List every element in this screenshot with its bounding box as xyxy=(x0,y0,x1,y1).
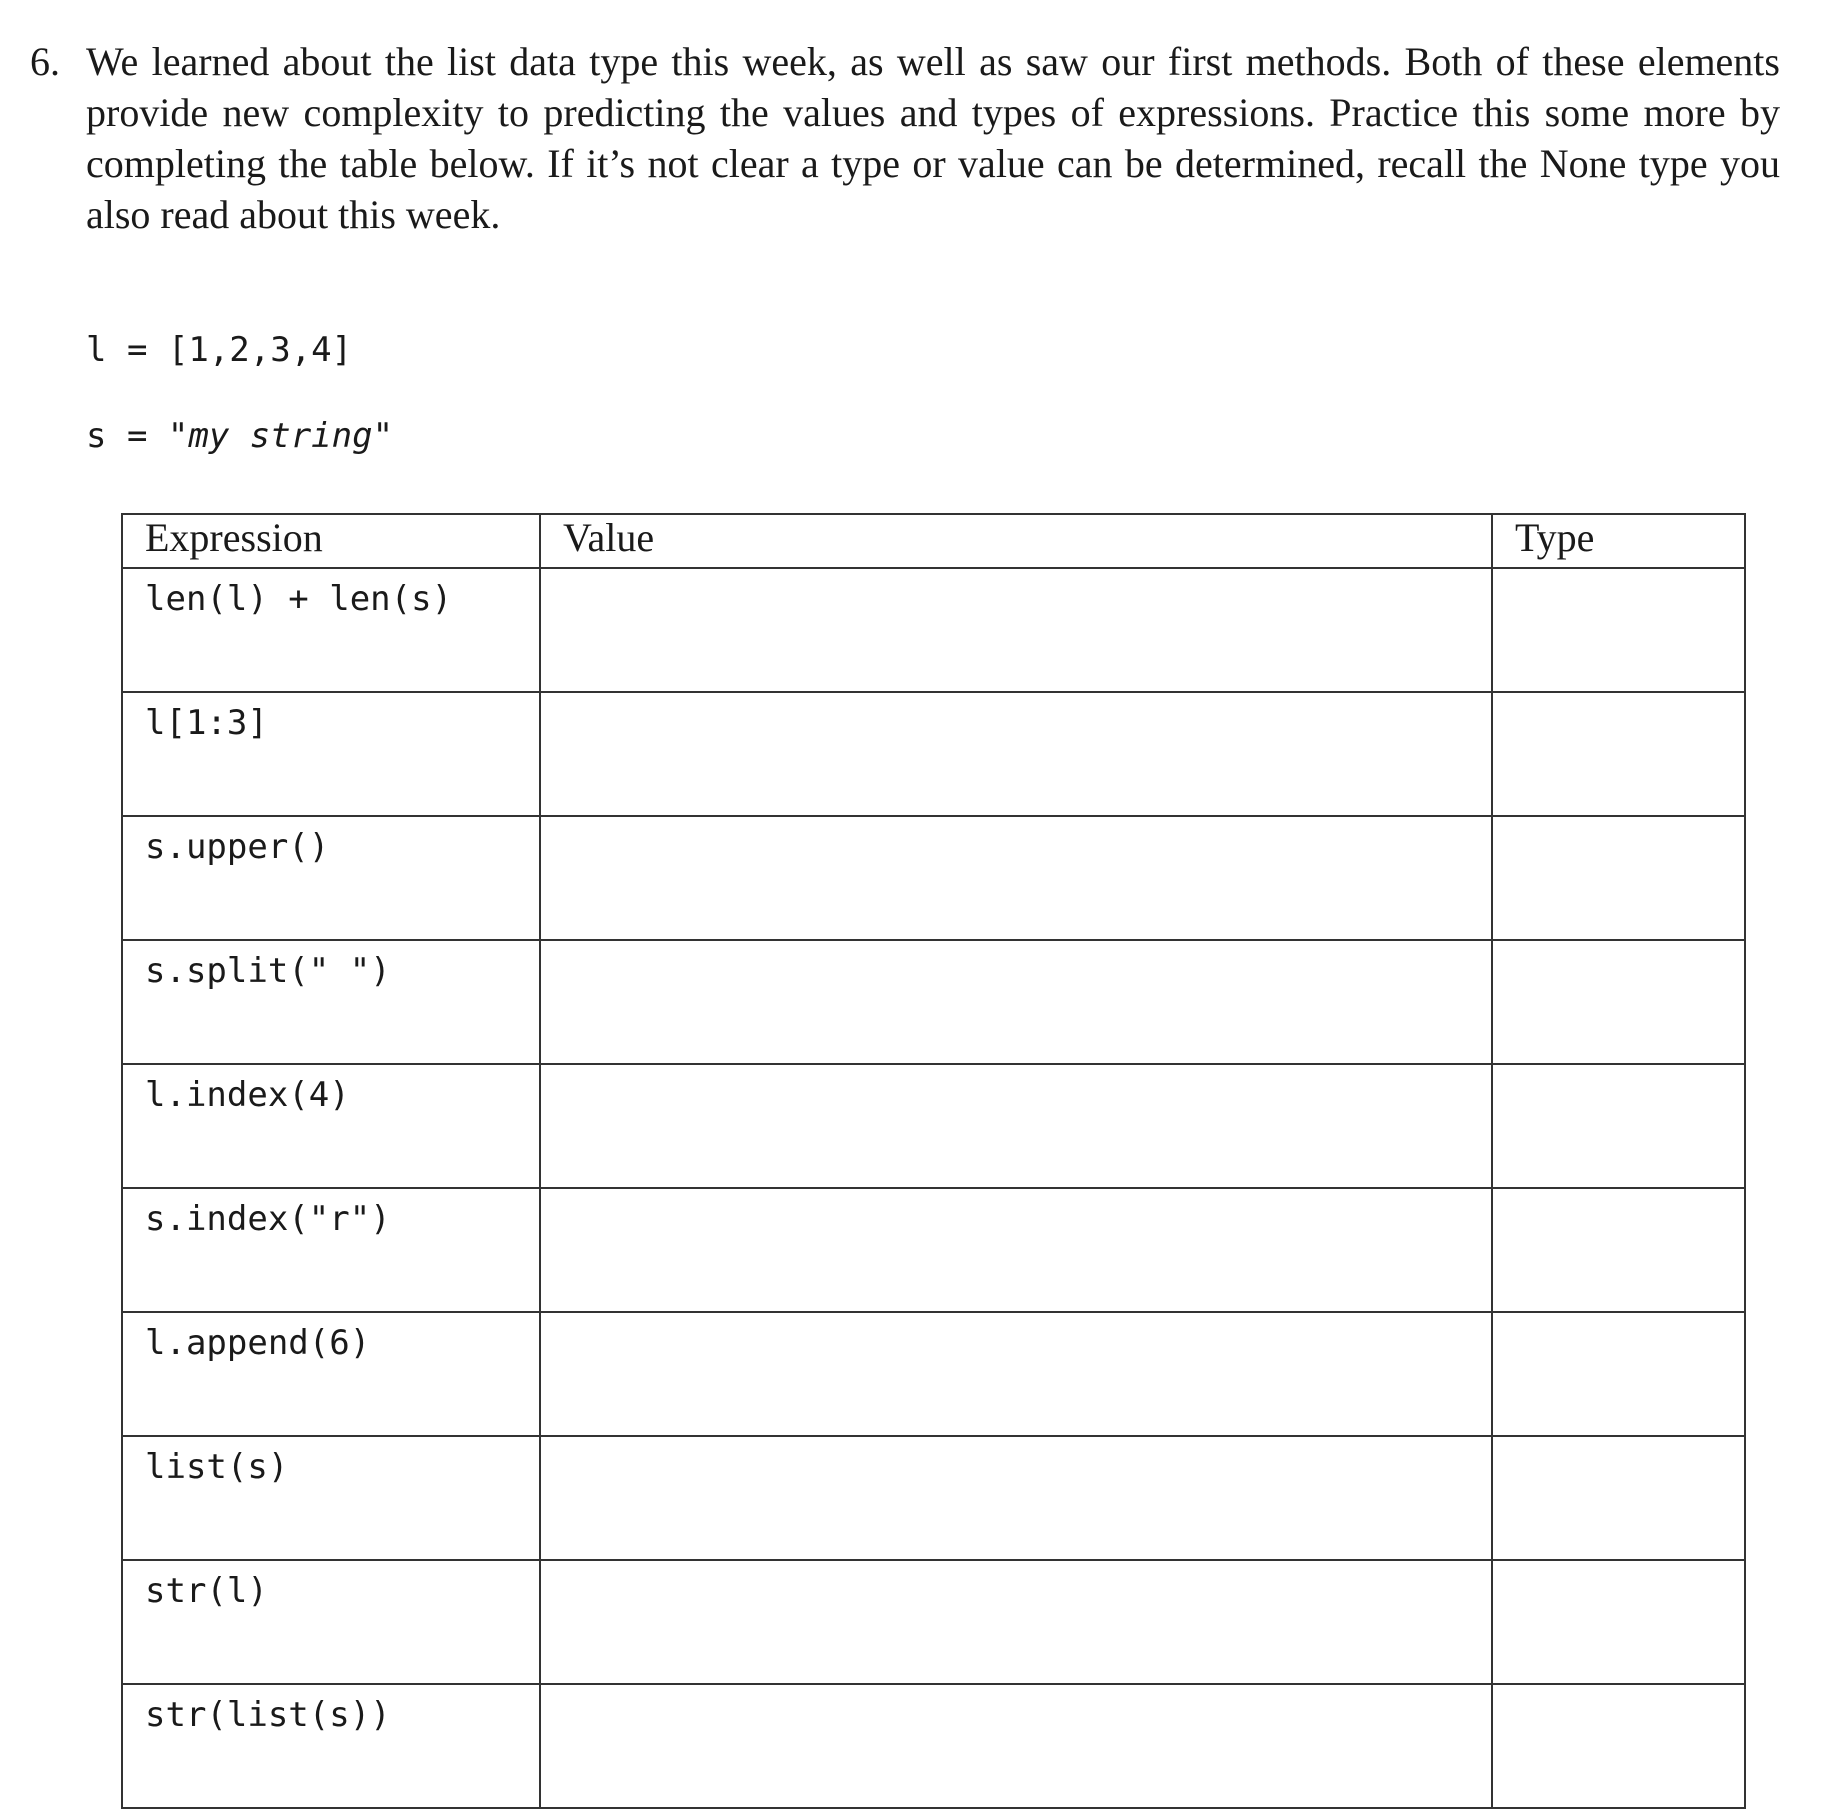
table-row xyxy=(122,940,1745,1064)
value-answer-cell[interactable] xyxy=(540,1064,1492,1188)
type-answer-cell[interactable] xyxy=(1492,1312,1745,1436)
header-value: Value xyxy=(540,514,1492,568)
value-answer-cell[interactable] xyxy=(540,1560,1492,1684)
type-answer-cell[interactable] xyxy=(1492,1064,1745,1188)
expression-cell: l[1:3] xyxy=(122,692,540,816)
table-row xyxy=(122,1560,1745,1684)
type-answer-cell[interactable] xyxy=(1492,816,1745,940)
expression-cell: s.upper() xyxy=(122,816,540,940)
value-answer-cell[interactable] xyxy=(540,1436,1492,1560)
table-row xyxy=(122,568,1745,692)
list-definition-prefix: l = xyxy=(86,330,168,370)
value-answer-cell[interactable] xyxy=(540,940,1492,1064)
question-block xyxy=(30,36,1780,240)
value-answer-cell[interactable] xyxy=(540,1312,1492,1436)
table-row xyxy=(122,1684,1745,1808)
table-row xyxy=(122,1436,1745,1560)
type-answer-cell[interactable] xyxy=(1492,1560,1745,1684)
string-definition xyxy=(86,416,393,456)
table-row xyxy=(122,816,1745,940)
type-answer-cell[interactable] xyxy=(1492,940,1745,1064)
value-answer-cell[interactable] xyxy=(540,692,1492,816)
string-definition-prefix: s = xyxy=(86,416,168,456)
header-expression: Expression xyxy=(122,514,540,568)
expression-cell: list(s) xyxy=(122,1436,540,1560)
value-answer-cell[interactable] xyxy=(540,1684,1492,1808)
value-answer-cell[interactable] xyxy=(540,816,1492,940)
list-definition xyxy=(86,330,352,370)
table-row xyxy=(122,1188,1745,1312)
expression-cell: l.index(4) xyxy=(122,1064,540,1188)
type-answer-cell[interactable] xyxy=(1492,1188,1745,1312)
expression-table xyxy=(121,513,1746,1809)
table-header-row xyxy=(122,514,1745,568)
list-definition-value: [1,2,3,4] xyxy=(167,330,353,370)
expression-cell: s.index("r") xyxy=(122,1188,540,1312)
table-row xyxy=(122,1312,1745,1436)
value-answer-cell[interactable] xyxy=(540,1188,1492,1312)
table-row xyxy=(122,692,1745,816)
expression-cell: s.split(" ") xyxy=(122,940,540,1064)
type-answer-cell[interactable] xyxy=(1492,568,1745,692)
value-answer-cell[interactable] xyxy=(540,568,1492,692)
type-answer-cell[interactable] xyxy=(1492,1436,1745,1560)
question-number: 6. xyxy=(30,39,60,84)
question-text: We learned about the list data type this week, as well as saw our first methods. Both of these elements provide new complexity to predicting the values and types of expressions. Practice this some more by completing the table below. If it’s not clear a type or value can be determined, recall the None type you also read about this week. xyxy=(86,39,1780,237)
expression-cell: len(l) + len(s) xyxy=(122,568,540,692)
type-answer-cell[interactable] xyxy=(1492,1684,1745,1808)
expression-cell: str(list(s)) xyxy=(122,1684,540,1808)
header-type: Type xyxy=(1492,514,1745,568)
type-answer-cell[interactable] xyxy=(1492,692,1745,816)
string-definition-value: "my string" xyxy=(167,416,394,456)
table-row xyxy=(122,1064,1745,1188)
expression-cell: str(l) xyxy=(122,1560,540,1684)
table-body xyxy=(122,568,1745,1808)
expression-cell: l.append(6) xyxy=(122,1312,540,1436)
